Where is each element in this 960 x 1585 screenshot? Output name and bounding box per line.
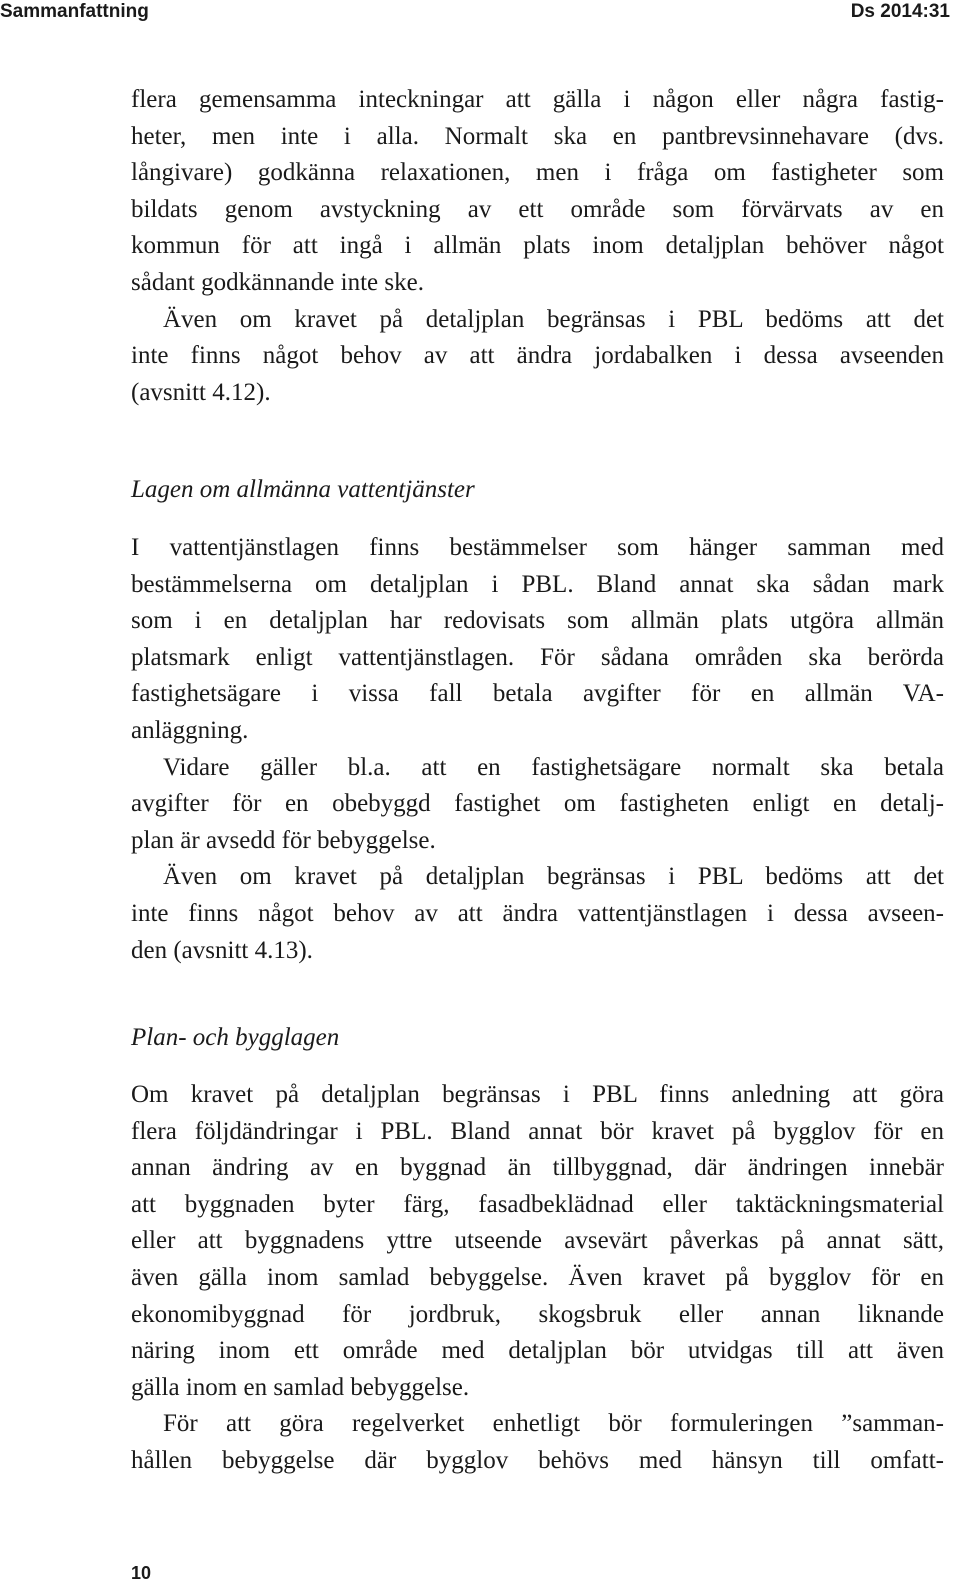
text-line: anläggning. <box>131 716 249 744</box>
text-line: platsmark enligt vattentjänstlagen. För sådana områden ska berörda <box>131 643 944 671</box>
document-id: Ds 2014:31 <box>850 1 950 22</box>
section-heading-vattentjanster: Lagen om allmänna vattentjänster <box>131 476 475 503</box>
text-line: kommun för att ingå i allmän plats inom detaljplan behöver något <box>131 232 944 260</box>
text-line: gälla inom en samlad bebyggelse. <box>131 1373 470 1401</box>
text-line: även gälla inom samlad bebyggelse. Även kravet på bygglov för en <box>131 1263 944 1291</box>
text-line: Vidare gäller bl.a. att en fastighetsägare normalt ska betala <box>163 753 944 781</box>
text-line: (avsnitt 4.12). <box>131 378 271 406</box>
text-line: fastighetsägare i vissa fall betala avgifter för en allmän VA- <box>131 680 944 708</box>
text-line: eller att byggnadens yttre utseende avsevärt påverkas på annat sätt, <box>131 1227 944 1255</box>
section-title: Sammanfattning <box>0 1 149 22</box>
text-line: annan ändring av en byggnad än tillbyggnad, där ändringen innebär <box>131 1154 944 1182</box>
section-heading-plan-och-bygglagen: Plan- och bygglagen <box>131 1024 340 1051</box>
page-number: 10 <box>131 1563 152 1583</box>
text-line: att byggnaden byter färg, fasadbeklädnad eller taktäckningsmaterial <box>131 1190 944 1218</box>
text-line: den (avsnitt 4.13). <box>131 936 313 964</box>
text-line: I vattentjänstlagen finns bestämmelser som hänger samman med <box>131 534 944 561</box>
text-line: bildats genom avstyckning av ett område som förvärvats av en <box>131 195 944 223</box>
text-line: flera gemensamma inteckningar att gälla i någon eller några fastig- <box>131 86 944 113</box>
text-line: inte finns något behov av att ändra vattentjänstlagen i dessa avseen- <box>131 899 944 927</box>
text-line: Om kravet på detaljplan begränsas i PBL finns anledning att göra <box>131 1081 944 1108</box>
text-line: ekonomibyggnad för jordbruk, skogsbruk eller annan liknande <box>131 1300 944 1328</box>
text-line: heter, men inte i alla. Normalt ska en pantbrevsinnehavare (dvs. <box>131 122 944 150</box>
running-header <box>0 0 960 24</box>
paragraph-block-jordabalken <box>131 82 944 411</box>
text-line: sådant godkännande inte ske. <box>131 268 424 296</box>
text-line: näring inom ett område med detaljplan bör utvidgas till att även <box>131 1337 944 1365</box>
text-line: inte finns något behov av att ändra jordabalken i dessa avseenden <box>131 342 944 370</box>
text-line: plan är avsedd för bebyggelse. <box>131 826 436 854</box>
text-line: Även om kravet på detaljplan begränsas i PBL bedöms att det <box>163 863 944 891</box>
paragraph-block-pbl <box>131 1077 944 1480</box>
text-line: flera följdändringar i PBL. Bland annat bör kravet på bygglov för en <box>131 1117 944 1145</box>
paragraph-block-vattentjanster <box>131 530 944 969</box>
text-line: Även om kravet på detaljplan begränsas i PBL bedöms att det <box>163 305 944 333</box>
text-line: långivare) godkänna relaxationen, men i fråga om fastigheter som <box>131 159 944 187</box>
text-line: hållen bebyggelse där bygglov behövs med hänsyn till omfatt- <box>131 1446 944 1474</box>
text-line: som i en detaljplan har redovisats som allmän plats utgöra allmän <box>131 607 944 635</box>
text-line: För att göra regelverket enhetligt bör formuleringen ”samman- <box>163 1410 944 1438</box>
text-line: avgifter för en obebyggd fastighet om fastigheten enligt en detalj- <box>131 790 944 818</box>
text-line: bestämmelserna om detaljplan i PBL. Bland annat ska sådan mark <box>131 570 944 598</box>
